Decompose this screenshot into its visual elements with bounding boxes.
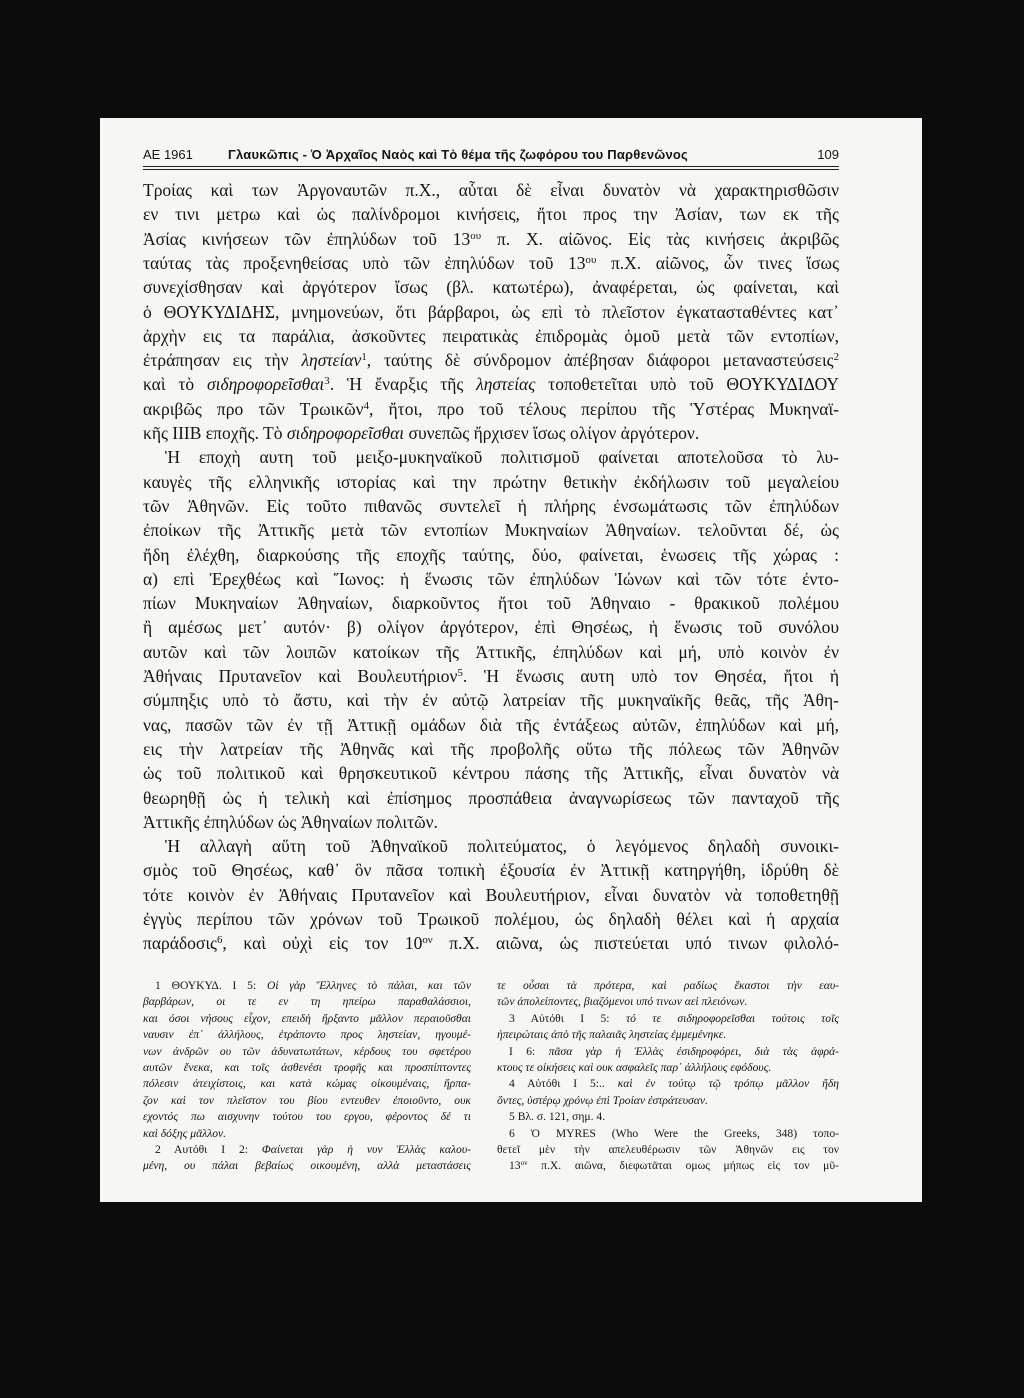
- footnote-line-text: [509, 1044, 839, 1059]
- body-line-text: [143, 179, 839, 201]
- body-line: [143, 422, 699, 444]
- footnote-line: [155, 978, 471, 993]
- text-segment: πίων Μυκηναίων Ἀθηναίων, διαρκοῦντος ἤτοι τοῦ Ἀθηναιο - θρακικοῦ πολέμου: [143, 593, 839, 614]
- superscript-reference: 1: [361, 351, 367, 364]
- text-segment: ὁ ΘΟΥΚΥΔΙΔΗΣ, μνημονεύων, ὅτι βάρβαροι, ὡς επὶ τὸ πλεῖστον ἐγκατασταθέντες κατ᾿: [143, 301, 839, 322]
- body-line-text: [143, 884, 839, 906]
- body-line: [143, 884, 839, 906]
- running-title: Γλαυκῶπις - Ὁ Ἀρχαῖος Ναὸς καὶ Τὸ θέμα τῆς ζωφόρου του Παρθενῶνος: [228, 147, 689, 162]
- body-line: [143, 738, 839, 760]
- body-line: [143, 714, 839, 736]
- footnote-line-text: [497, 1142, 839, 1157]
- body-line: [143, 276, 839, 298]
- body-line-text: [143, 689, 839, 711]
- body-line-text: [143, 325, 839, 347]
- body-line-text: [143, 422, 699, 444]
- body-line-text: [143, 398, 839, 420]
- footnote-line-text: [143, 1076, 471, 1091]
- text-segment: π.Χ. αἰῶνος, ὧν τινες ἴσως: [596, 252, 839, 273]
- body-line-text: [143, 301, 839, 323]
- italic-segment: μένη, ου πάλαι βεβαίως οικουμένη, αλλὰ μεταστάσεις: [143, 1159, 471, 1173]
- text-segment: . Ἡ ἔναρξις τῆς: [329, 374, 477, 395]
- body-line: [143, 932, 839, 954]
- footnote-line-text: [143, 1027, 471, 1042]
- italic-segment: σιδηροφορεῖσθαι: [286, 423, 405, 443]
- text-segment: εις τὴν λατρείαν τῆς Ἀθηνᾶς καὶ τῆς προβολῆς οὕτω τῆς πόλεως τῶν Ἀθηνῶν: [143, 738, 839, 759]
- body-line-text: [143, 665, 839, 687]
- text-segment: ταύτας τὰς προξενηθείσας υπὸ τῶν ἐπηλύδων τοῦ 13: [143, 252, 586, 273]
- header-rule: [143, 166, 839, 170]
- text-segment: π.Χ. αιῶνα, διεφωτᾶται ομως μήπως εἰς τον μῦ-: [527, 1159, 839, 1173]
- footnote-line: [143, 1011, 471, 1026]
- footnote-line: [497, 1142, 839, 1157]
- text-segment: αυτῶν καὶ τῶν λοιπῶν κατοίκων τῆς Ἀττικῆς, ἐπηλύδων καὶ μή, υπὸ κοινὸν ἐν: [143, 641, 839, 662]
- footnote-line: [143, 1158, 471, 1173]
- superscript-reference: ου: [470, 229, 482, 242]
- text-segment: σύμπηξις υπὸ τὸ ἄστυ, καὶ τὴν ἐν αὐτῷ λατρείαν τῆς μυκηναϊκῆς θεᾶς, τῆς Ἀθη-: [143, 690, 839, 711]
- italic-segment: ληστείας: [476, 374, 536, 395]
- body-line: [143, 859, 839, 881]
- text-segment: 1 ΘΟΥΚΥΔ. I 5:: [155, 979, 267, 992]
- footnote-line: [509, 1158, 839, 1173]
- text-segment: 13: [509, 1159, 521, 1173]
- text-segment: Ἡ αλλαγὴ αὕτη τοῦ Ἀθηναϊκοῦ πολιτεύματος, ὁ λεγόμενος δηλαδὴ συνοικι-: [165, 836, 839, 857]
- body-line-text: [143, 641, 839, 663]
- body-line-text: [143, 228, 839, 250]
- text-segment: συνεχίσθησαν καὶ ἀργότερον ἴσως (βλ. κατωτέρω), ἀναφέρεται, ὡς φαίνεται, καὶ: [143, 277, 839, 298]
- footnote-line-text: [155, 1142, 471, 1157]
- text-segment: κῆς IIIB εποχῆς. Τὸ: [143, 423, 287, 443]
- footnote-line-text: [143, 1158, 471, 1173]
- body-line-text: [143, 787, 839, 809]
- body-line-text: [143, 276, 839, 298]
- text-segment: , καὶ οὐχὶ εἰς τον 10: [222, 933, 423, 954]
- body-line-text: [143, 252, 839, 274]
- footnote-line: [509, 1076, 839, 1091]
- body-line: [165, 835, 839, 857]
- text-segment: Ἀθήναις Πρυτανεῖον καὶ Βουλευτήριον: [143, 666, 458, 686]
- body-line-text: [143, 203, 839, 225]
- italic-segment: σιδηροφορεῖσθαι: [206, 374, 325, 395]
- footnote-line: [509, 1109, 605, 1124]
- body-line: [143, 592, 839, 614]
- text-segment: σμὸς τοῦ Θησέως, καθ᾿ ὃν πᾶσα τοπικὴ ἐξουσία ἐν Ἀττικῇ κατηργήθη, ἱδρύθη δὲ: [143, 860, 839, 881]
- text-segment: ἐτράπησαν εις τὴν: [143, 350, 302, 371]
- text-segment: , ἤτοι, προ τοῦ τέλους περίπου τῆς Ὑστέρας Μυκηναϊ-: [369, 398, 839, 419]
- text-segment: Ἀσίας κινήσεων τῶν ἐπηλύδων τοῦ 13: [143, 228, 471, 249]
- italic-segment: τό τε σιδηροφορεῖσθαι τούτοις τοῖς: [625, 1011, 839, 1025]
- footnote-line: [497, 1093, 708, 1108]
- text-segment: I 6:: [509, 1044, 549, 1058]
- body-line-text: [143, 908, 839, 930]
- body-line: [143, 665, 839, 687]
- footnote-line: [143, 1060, 471, 1075]
- body-line: [143, 908, 839, 930]
- superscript-reference: 6: [216, 934, 223, 947]
- text-segment: ἐγγὺς περίπου τῶν χρόνων τοῦ Τρωικοῦ πολέμου, ὡς δηλαδὴ θέλει καὶ ἡ αρχαία: [143, 909, 839, 929]
- body-line: [143, 495, 839, 517]
- text-segment: ὡς τοῦ πολιτικοῦ καὶ θρησκευτικοῦ κέντρου πάσης τῆς Ἀττικῆς, εἶναι δυνατὸν νὰ: [143, 763, 839, 784]
- footnote-line-text: [509, 1076, 839, 1091]
- page-number: 109: [817, 147, 839, 162]
- body-line: [143, 373, 839, 395]
- footnote-line-text: [497, 1060, 771, 1075]
- italic-segment: πᾶσα γὰρ ἡ Ἑλλὰς ἐσιδηροφόρει, διὰ τὰς ἀφρά-: [548, 1044, 839, 1058]
- footnote-line-text: [509, 1158, 839, 1173]
- footnote-line-text: [497, 1027, 726, 1042]
- text-segment: 4 Αὐτόθι I 5:..: [509, 1077, 618, 1091]
- body-line-text: [143, 544, 839, 566]
- text-segment: π. Χ. αἰῶνος. Εἰς τὰς κινήσεις ἀκριβῶς: [481, 228, 839, 249]
- body-line: [143, 203, 839, 225]
- footnote-line: [155, 1142, 471, 1157]
- body-line: [143, 228, 839, 250]
- footnote-line: [509, 1126, 839, 1141]
- italic-segment: καὶ δόξης μᾶλλον.: [143, 1126, 227, 1140]
- superscript-reference: ον: [422, 934, 433, 947]
- footnote-line-text: [143, 1044, 471, 1059]
- footnote-line: [143, 1076, 471, 1091]
- footnote-line-text: [143, 994, 471, 1009]
- text-segment: 3 Αὐτόθι I 5:: [509, 1011, 626, 1025]
- text-segment: καυγὲς τῆς ελληνικῆς ιστορίας καὶ την πρώτην θετικὴν ἐκδήλωσιν τοῦ μεγαλείου: [143, 471, 839, 492]
- text-segment: θετεῖ μὲν τὴν απελευθέρωσιν τῶν Ἀθηνῶν εις τον: [497, 1143, 839, 1156]
- footnote-line: [143, 1093, 471, 1108]
- footnote-line: [509, 1044, 839, 1059]
- body-line-text: [143, 592, 839, 614]
- body-line-text: [143, 859, 839, 881]
- footnote-line: [143, 1126, 226, 1141]
- text-segment: τῶν Ἀθηνῶν. Εἰς τοῦτο πιθανῶς συντελεῖ ἡ πλήρης ἐνσωμάτωσις τῶν ἐπηλύδων: [143, 495, 839, 516]
- footnote-line: [497, 994, 747, 1009]
- italic-segment: ἠπειρώταις ἀπὸ τῆς παλαιᾶς ληστείας ἐμμεμένηκε.: [497, 1028, 727, 1042]
- text-segment: 2 Αυτόθι I 2:: [155, 1143, 262, 1156]
- footnote-line: [497, 1060, 771, 1075]
- footnote-line-text: [509, 1011, 839, 1026]
- footnote-line-text: [509, 1126, 839, 1141]
- body-line: [143, 325, 839, 347]
- body-line: [165, 446, 839, 468]
- body-line: [143, 179, 839, 201]
- superscript-reference: 4: [363, 399, 369, 412]
- footnote-line-text: [509, 1109, 605, 1124]
- footnote-line: [143, 1044, 471, 1059]
- superscript-reference: 5: [457, 667, 463, 680]
- text-segment: α) επὶ Ἐρεχθέως καὶ Ἴωνος: ἡ ἕνωσις τῶν ἐπηλύδων Ἰώνων καὶ τῶν τότε ἐντο-: [143, 568, 839, 589]
- italic-segment: αυτῶν ἕνεκα, και τοῖς ἀσθενέσι τροφῆς και προσπίπτοντες: [143, 1061, 471, 1074]
- footnote-line-text: [143, 1109, 471, 1124]
- body-line-text: [165, 446, 839, 468]
- body-line: [143, 689, 839, 711]
- text-segment: 6 Ὁ MYRES (Who Were the Greeks, 348) τοπο-: [509, 1126, 839, 1140]
- italic-segment: και όσοι νήσους εἶχον, επειδὴ ἤρξαντο μᾶλλον περαιοῦσθαι: [143, 1011, 471, 1025]
- footnote-line-text: [497, 978, 839, 993]
- italic-segment: ὄντες, ὑστέρῳ χρόνῳ ἐπὶ Τροίαν ἐστράτευσαν.: [497, 1093, 708, 1107]
- text-segment: συνεπῶς ἤρχισεν ἴσως ολίγον ἀργότερον.: [404, 423, 700, 443]
- body-line: [143, 762, 839, 784]
- italic-segment: ναυσιν ἐπ᾿ ἀλλήλους, ἐτράποντο προς ληστείαν, ηγουμέ-: [143, 1028, 471, 1042]
- body-line: [143, 568, 839, 590]
- text-segment: ἀρχὴν εις τα παράλια, ἀσκοῦντες πειρατικὰς ἐπιδρομὰς ὁμοῦ μετὰ τῶν εντοπίων,: [143, 325, 839, 346]
- body-line-text: [143, 762, 839, 784]
- journal-label: ΑΕ 1961: [143, 147, 193, 162]
- text-segment: Ἀττικῆς ἐπηλύδων ὡς Ἀθηναίων πολιτῶν.: [143, 811, 438, 832]
- body-line: [143, 616, 839, 638]
- body-line-text: [143, 738, 839, 760]
- italic-segment: Οἱ γὰρ Ἕλληνες τὸ πάλαι, και τῶν: [266, 979, 472, 992]
- superscript-reference: ον: [520, 1159, 528, 1168]
- body-line-text: [143, 471, 839, 493]
- footnote-line: [143, 1109, 471, 1124]
- italic-segment: νων ἀνδρῶν ου τῶν ἀδυνατωτάτων, κέρδους του σφετέρου: [143, 1044, 471, 1058]
- superscript-reference: 2: [833, 351, 840, 364]
- body-line: [143, 349, 839, 371]
- italic-segment: ληστείαν: [301, 350, 362, 371]
- body-line: [143, 641, 839, 663]
- text-segment: ἢ αμέσως μετ᾿ αυτόν· β) ολίγον ἀργότερον, ἐπὶ Θησέως, ἡ ἕνωσις τοῦ συνόλου: [143, 617, 839, 638]
- text-segment: παράδοσις: [143, 933, 217, 954]
- text-segment: εν τινι μετρω καὶ ὡς παλίνδρομοι κινήσεις, ἤτοι προς την Ἀσίαν, των εκ τῆς: [143, 204, 839, 225]
- body-line: [143, 544, 839, 566]
- body-line-text: [143, 714, 839, 736]
- italic-segment: πόλεσιν ἀτειχίστοις, και κατὰ κώμας οἰκουμέναις, ἥρπα-: [143, 1077, 471, 1091]
- body-line-text: [143, 373, 839, 395]
- text-segment: καὶ τὸ: [143, 374, 207, 395]
- text-segment: τότε κοινὸν ἐν Ἀθήναις Πρυτανεῖον καὶ Βουλευτήριον, εἶναι δυνατὸν νὰ τοποθετηθῇ: [143, 884, 839, 905]
- footnote-line-text: [143, 1126, 226, 1141]
- text-segment: ακριβῶς προ τῶν Τρωικῶν: [143, 398, 364, 419]
- text-segment: 5 Βλ. σ. 121, σημ. 4.: [509, 1110, 606, 1124]
- body-line: [143, 398, 839, 420]
- footnote-line: [509, 1011, 839, 1026]
- body-line-text: [143, 519, 839, 541]
- body-line-text: [143, 811, 438, 833]
- text-segment: Τροίας καὶ των Ἀργοναυτῶν π.Χ., αὗται δὲ εἶναι δυνατὸν νὰ χαρακτηρισθῶσιν: [143, 180, 839, 200]
- text-segment: θεωρηθῇ ὡς ἡ τελικὴ καὶ ἐπίσημος προσπάθεια ἀναγνωρίσεως τῶν πανταχοῦ τῆς: [143, 787, 839, 808]
- italic-segment: εχοντός πω αισχυνην τούτου του εργου, φέροντος δέ τι: [143, 1110, 471, 1124]
- body-line-text: [143, 932, 839, 954]
- superscript-reference: ου: [585, 253, 597, 266]
- text-segment: π.Χ. αιῶνα, ὡς πιστεύεται υπό τινων φιλολό-: [432, 933, 839, 954]
- body-line: [143, 471, 839, 493]
- footnote-line: [143, 994, 471, 1009]
- italic-segment: τῶν ἀπολείποντες, βιαζόμενοι υπό τινων αεὶ πλειόνων.: [497, 995, 748, 1009]
- footnote-line-text: [143, 1011, 471, 1026]
- body-line-text: [165, 835, 839, 857]
- body-line: [143, 252, 839, 274]
- body-line-text: [143, 349, 839, 371]
- footnote-line: [497, 1027, 726, 1042]
- text-segment: . Ἡ ἕνωσις αυτη υπὸ τον Θησέα, ἤτοι ἡ: [462, 666, 839, 686]
- text-segment: ἤδη ἐλέχθη, διαρκούσης τῆς εποχῆς ταύτης, δύο, φαίνεται, ἑνωσεις τῆς χώρας :: [143, 544, 839, 565]
- body-line: [143, 787, 839, 809]
- footnote-line: [497, 978, 839, 993]
- footnote-line-text: [155, 978, 471, 993]
- italic-segment: ζον καὶ τον πλεῖστον του βίου εντευθεν ἐποιοῦντο, ουκ: [143, 1093, 471, 1107]
- italic-segment: βαρβάρων, οι τε εν τη ηπείρω παραθαλάσσιοι,: [143, 995, 471, 1009]
- body-line-text: [143, 616, 839, 638]
- superscript-reference: 3: [324, 375, 330, 388]
- footnote-line-text: [497, 1093, 708, 1108]
- footnote-line-text: [143, 1093, 471, 1108]
- text-segment: νας, πασῶν τῶν ἐν τῇ Ἀττικῇ ομάδων διὰ τῆς ἐντάξεως αὐτῶν, ἐπηλύδων καὶ μή,: [143, 714, 839, 735]
- text-segment: τοποθετεῖται υπὸ τοῦ ΘΟΥΚΥΔΙΔΟΥ: [535, 374, 839, 395]
- italic-segment: Φαίνεται γὰρ ἡ νυν Ἑλλὰς καλου-: [261, 1143, 472, 1156]
- footnote-line-text: [143, 1060, 471, 1075]
- body-line-text: [143, 568, 839, 590]
- text-segment: ἐποίκων τῆς Ἀττικῆς μετὰ τῶν εντοπίων Μυκηναίων Ἀθηναίων. τελοῦνται δέ, ὡς: [143, 520, 839, 541]
- italic-segment: κτους τε οἰκήσεις καὶ ουκ ασφαλεῖς παρ᾿ ἀλλήλους εφόδους.: [497, 1061, 772, 1074]
- body-line: [143, 811, 438, 833]
- text-segment: Ἡ εποχὴ αυτη τοῦ μειξο-μυκηναϊκοῦ πολιτισμοῦ φαίνεται αποτελοῦσα τὸ λυ-: [165, 447, 839, 468]
- footnote-line-text: [497, 994, 747, 1009]
- body-line: [143, 301, 839, 323]
- body-line: [143, 519, 839, 541]
- italic-segment: τε οὖσαι τὰ πρότερα, καὶ ραδίως ἕκαστοι τὴν εαυ-: [497, 979, 839, 992]
- footnote-line: [143, 1027, 471, 1042]
- italic-segment: καὶ ἐν τούτῳ τῷ τρόπῳ μᾶλλον ἤδη: [617, 1077, 839, 1091]
- body-line-text: [143, 495, 839, 517]
- text-segment: , ταύτης δὲ σύνδρομον ἀπέβησαν διάφοροι μεταναστεύσεις: [366, 350, 834, 371]
